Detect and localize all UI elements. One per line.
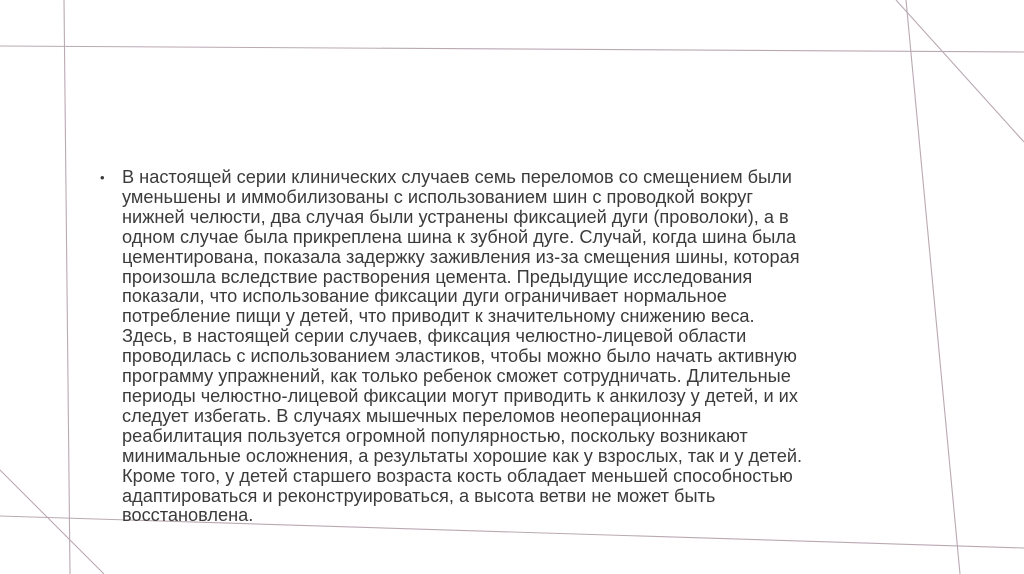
paragraph-line: следует избегать. В случаях мышечных переломов неоперационная bbox=[122, 405, 702, 426]
paragraph-line: Кроме того, у детей старшего возраста кость обладает меньшей способностью bbox=[122, 465, 793, 486]
frame-line-left bbox=[64, 0, 70, 574]
paragraph-line: адаптироваться и реконструироваться, а высота ветви не может быть bbox=[122, 485, 716, 506]
frame-line-corner-left bbox=[0, 470, 104, 574]
frame-line-top bbox=[0, 46, 1024, 52]
paragraph-line: одном случае была прикреплена шина к зубной дуге. Случай, когда шина была bbox=[122, 226, 797, 247]
paragraph-line: проводилась с использованием эластиков, чтобы можно было начать активную bbox=[122, 346, 797, 367]
paragraph-line: В настоящей серии клинических случаев семь переломов со смещением были bbox=[122, 167, 792, 187]
paragraph-line: произошла вследствие растворения цемента. Предыдущие исследования bbox=[122, 266, 753, 287]
bullet-list-item bbox=[100, 168, 940, 526]
paragraph-line: программу упражнений, как только ребенок сможет сотрудничать. Длительные bbox=[122, 366, 791, 387]
paragraph-line: периоды челюстно-лицевой фиксации могут приводить к анкилозу у детей, и их bbox=[122, 385, 798, 406]
paragraph-line: минимальные осложнения, а результаты хорошие как у взрослых, так и у детей. bbox=[122, 445, 803, 466]
paragraph-line: цементирована, показала задержку заживления из-за смещения шины, которая bbox=[122, 246, 800, 267]
bullet-paragraph bbox=[122, 168, 940, 526]
frame-line-corner-right bbox=[896, 0, 1024, 142]
slide-body bbox=[100, 168, 940, 526]
paragraph-line: уменьшены и иммобилизованы с использованием шин с проводкой вокруг bbox=[122, 186, 754, 207]
paragraph-line: показали, что использование фиксации дуги ограничивает нормальное bbox=[122, 286, 727, 307]
bullet-marker: • bbox=[100, 170, 105, 185]
paragraph-line: восстановлена. bbox=[122, 505, 254, 526]
paragraph-line: реабилитация пользуется огромной популярностью, поскольку возникают bbox=[122, 425, 748, 446]
paragraph-line: нижней челюсти, два случая были устранены фиксацией дуги (проволоки), а в bbox=[122, 206, 789, 227]
paragraph-line: потребление пищи у детей, что приводит к значительному снижению веса. bbox=[122, 306, 755, 327]
paragraph-line: Здесь, в настоящей серии случаев, фиксация челюстно-лицевой области bbox=[122, 326, 747, 347]
